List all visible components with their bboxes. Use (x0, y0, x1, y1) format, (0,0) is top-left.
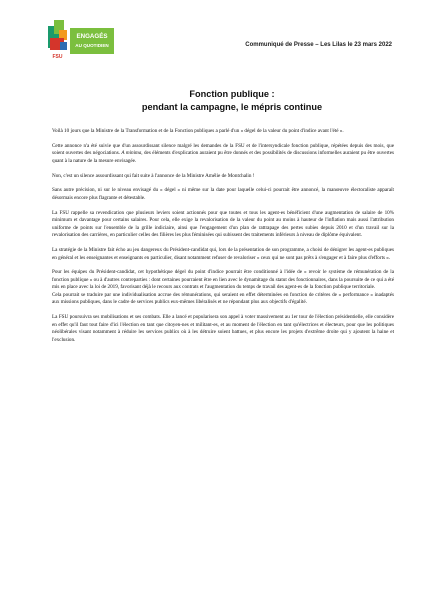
title-line-1: Fonction publique : (189, 89, 275, 99)
document-body (52, 128, 394, 352)
paragraph-2-part-a: Cette annonce n'a été suivie que d'un assourdissant silence malgré les demandes de la FSU et de l'intersyndicale fonction publique, répétées depuis des mois, que soient ouvertes des négociations. (52, 142, 394, 157)
logo-slogan-line1: ENGAGÉS (76, 33, 108, 40)
press-release-date: Communiqué de Presse – Les Lilas le 23 mars 2022 (245, 42, 392, 48)
paragraph-4: Sans autre précision, ni sur le niveau envisagé du « dégel » ni même sur la date pour laquelle celui-ci pourrait être annoncé, la manœuvre électoraliste apparaît désormais encore plus flagrante et détestable. (52, 187, 394, 201)
paragraph-3: Non, c'est un silence assourdissant qui fait suite à l'annonce de la Ministre Amélie de Montchalin ! (52, 172, 255, 179)
title-line-2: pendant la campagne, le mépris continue (141, 102, 323, 112)
document-title (110, 88, 354, 114)
logo-emblem-blue (60, 42, 67, 50)
logo-slogan-banner (70, 28, 114, 54)
paragraph-2-part-c: , des éléments d'explication auraient pu être donnés et des possibilités de discussions informelles auraient pu être ouvertes quant à la nature de la mesure envisagée. (52, 150, 394, 164)
paragraph-9: La FSU poursuivra ses mobilisations et ses combats. Elle a lancé et popularisera son appel à voter massivement au 1er tour de l'élection présidentielle, elle considère en effet qu'il faut tout faire d'ici l'élection en tant que citoyen-nes et militant-es, et au moment de l'élection en tant qu'électrices et électeurs, pour que les politiques néolibérales visant notamment à réduire les services publics où à les détruire soient battues, et plus encore les projets d'extrême droite qui y ajoutent la haine et l'exclusion. (52, 314, 394, 343)
logo-brand-text: FSU (52, 54, 63, 60)
paragraph-7: Pour les équipes du Président-candidat, cet hypothétique dégel du point d'indice pourrait être conditionné à l'idée de « revoir le système de rémunération de la fonction publique » ou à d'autres contreparties : dont certaines pourraient être en lien avec le dynamitage du statut des fonctionnaires, dans la poursuite de ce qui a été mis en place avec la loi de 2019, favorisant déjà le recours aux contrats et l'augmentation du temps de travail des agent-es de la fonction publique territoriale. (52, 269, 394, 291)
paragraph-6: La stratégie de la Ministre fait écho au jeu dangereux du Président-candidat qui, lors de la présentation de son programme, a choisi de dénigrer les agent-es publiques en général et les enseignantes et enseignants en particulier, disant notamment refuser de revaloriser « ceux qui ne sont pas prêts à s'engager et à faire plus d'efforts ». (52, 246, 394, 261)
paragraph-2-italic: A minima (121, 150, 142, 157)
paragraph-5: La FSU rappelle sa revendication que plusieurs leviers soient actionnés pour que toutes et tous les agent-es bénéficient d'une augmentation de salaire de 10% minimum et davantage pour certains salaires. Pour cela, elle exige la revalorisation de la valeur du point au moins à hauteur de l'inflation mais aussi l'attribution uniforme de points sur l'ensemble de la grille indiciaire, ainsi que l'engagement d'un plan de rattrapage des pertes subies depuis 2010 et d'un travail sur la revalorisation des carrières, en particulier celles des filières les plus féminisées qui subissent des traitements inférieurs à niveau de diplôme équivalent. (52, 209, 394, 239)
paragraph-8: Cela pourrait se traduire par une individualisation accrue des rémunérations, qui seraient en effet déterminées en fonction de critères de « performance » inadaptés aux missions publiques, dans le cadre de services publics eux-mêmes libéralisés et ne répondant plus aux objectifs d'égalité. (52, 291, 394, 306)
fsu-logo (46, 16, 116, 64)
paragraph-1: Voilà 10 jours que la Ministre de la Transformation et de la Fonction publiques a parlé d'un « dégel de la valeur du point d'indice avant l'été ». (52, 128, 344, 134)
logo-slogan-line2: AU QUOTIDIEN (75, 43, 109, 48)
paragraph-2 (52, 143, 394, 166)
